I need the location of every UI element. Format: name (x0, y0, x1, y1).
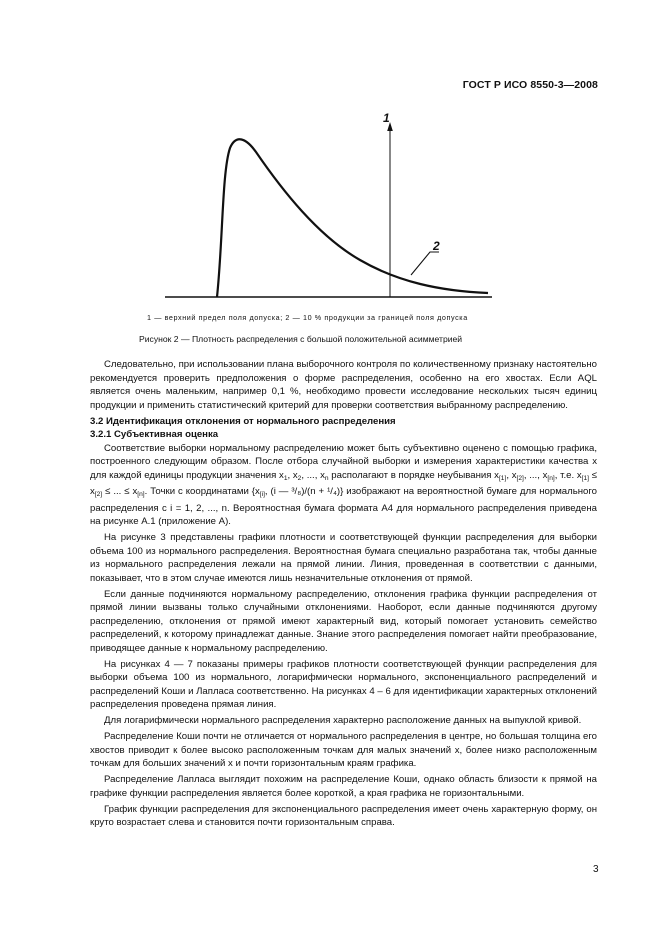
paragraph (90, 442, 597, 529)
text-run: , ..., x (301, 469, 325, 481)
subsection-heading-text: 3.2.1 Субъективная оценка (90, 429, 219, 440)
text-run: , x (506, 469, 517, 481)
subscript: [2] (516, 474, 524, 482)
subscript: [1] (498, 474, 507, 482)
text-run: ≤ ... ≤ x (102, 486, 138, 497)
leader-line-2 (411, 252, 439, 275)
paragraph: Распределение Лапласа выглядит похожим на распределение Коши, однако область близости к прямой на графике функции распределения является более короткой, а края графика не горизонтальными. (90, 774, 597, 799)
section-heading (90, 415, 597, 429)
paragraph: Следовательно, при использовании плана выборочного контроля по количественному признаку настоятельно рекомендуется проверить предположения о форме распределения, особенно на его хвостах. Если AQL является очень маленьким, например 0,1 %, необходимо провести исследование нескольких тысяч единиц продукции и применить статистический критерий для проверки соответствия выбранному распределению. (90, 359, 597, 411)
paragraph: Для логарифмически нормального распределения характерно расположение данных на выпуклой кривой. (104, 715, 582, 726)
figure-legend: 1 — верхний предел поля допуска; 2 — 10 % продукции за границей поля допуска (147, 313, 468, 322)
paragraph: Распределение Коши почти не отличается от нормального распределения в центре, но большая толщина его хвостов приводит к более высоко расположенным точкам для малых значений x, более низко расположенным точкам для больших значений x и почти горизонтальным краям графика. (90, 731, 597, 769)
subscript: [1] (581, 474, 589, 482)
subscript: n (324, 474, 329, 482)
text-run: , ..., x (523, 469, 548, 481)
figure-caption: Рисунок 2 — Плотность распределения с большой положительной асимметрией (139, 334, 463, 344)
text-run: , т.е. x (554, 469, 582, 481)
subsection-heading (90, 428, 597, 442)
label-2: 2 (433, 239, 440, 253)
text-run: располагают в порядке неубывания x (328, 469, 499, 481)
subscript: [2] (94, 491, 103, 498)
text-run: . Точки с координатами {x (144, 486, 260, 497)
section-heading-text: 3.2 Идентификация отклонения от нормального распределения (90, 415, 396, 427)
density-figure (0, 0, 661, 320)
paragraph: На рисунках 4 — 7 показаны примеры графиков плотности соответствующей функции распределения для выборки объема 100 из нормального, логарифмически нормального, экспоненциального распределений и распределений Коши и Лапласа соответственно. На рисунках 4 – 6 для идентификации характерных отклонений распределения проведена прямая линия. (90, 658, 597, 710)
paragraph: Если данные подчиняются нормальному распределению, отклонения графика функции распределения от прямой линии вызваны только случайными отклонениями. Наоборот, если данные подчиняются другому распределению, отклонения от прямой имеют характерный вид, который помогает установить семейство распределений, к которому принадлежат данные. Знание этого распределения помогает найти преобразование, приводящее данные к нормальному распределению. (90, 588, 597, 654)
subscript: 2 (297, 474, 302, 482)
subscript: [n] (547, 474, 555, 482)
paragraph: График функции распределения для экспоненциального распределения имеет очень характерную форму, он круто возрастает слева и становится почти горизонтальным справа. (90, 803, 597, 828)
text-run: , x (287, 469, 298, 481)
label-1: 1 (383, 111, 390, 125)
subscript: [n] (137, 491, 145, 498)
subscript: [i] (259, 491, 265, 498)
text-run: , (i — ³/₈)/(n + ¹/₄)} изображают на вероятностной бумаге для нормального распределения с i = 1, 2, ..., n. Вероятностная бумага формата А4 для нормального распределения приведена на рисунке А.1 (приложение А). (90, 486, 597, 527)
standard-header: ГОСТ Р ИСО 8550-3—2008 (462, 79, 598, 91)
text-run: ≤ x (90, 469, 597, 497)
page-number: 3 (593, 864, 599, 875)
paragraph: На рисунке 3 представлены графики плотности и соответствующей функции распределения для выборки объема 100 из нормального распределения. Вероятностная бумага специально разработана так, чтобы данные из нормального распределения лежали на прямой линии. Линия, проведенная в соответствии с данными, показывает, что в этом случае имеются лишь незначительные отклонения от прямой. (90, 532, 597, 584)
body-text (90, 358, 597, 832)
density-curve (217, 139, 488, 297)
subscript: 1 (283, 474, 288, 482)
text-run: Соответствие выборки нормальному распределению может быть субъективно оценено с помощью графика, построенного следующим образом. После отбора случайной выборки и измерения характеристики качества x для каждой единицы продукции значения x (90, 442, 597, 481)
